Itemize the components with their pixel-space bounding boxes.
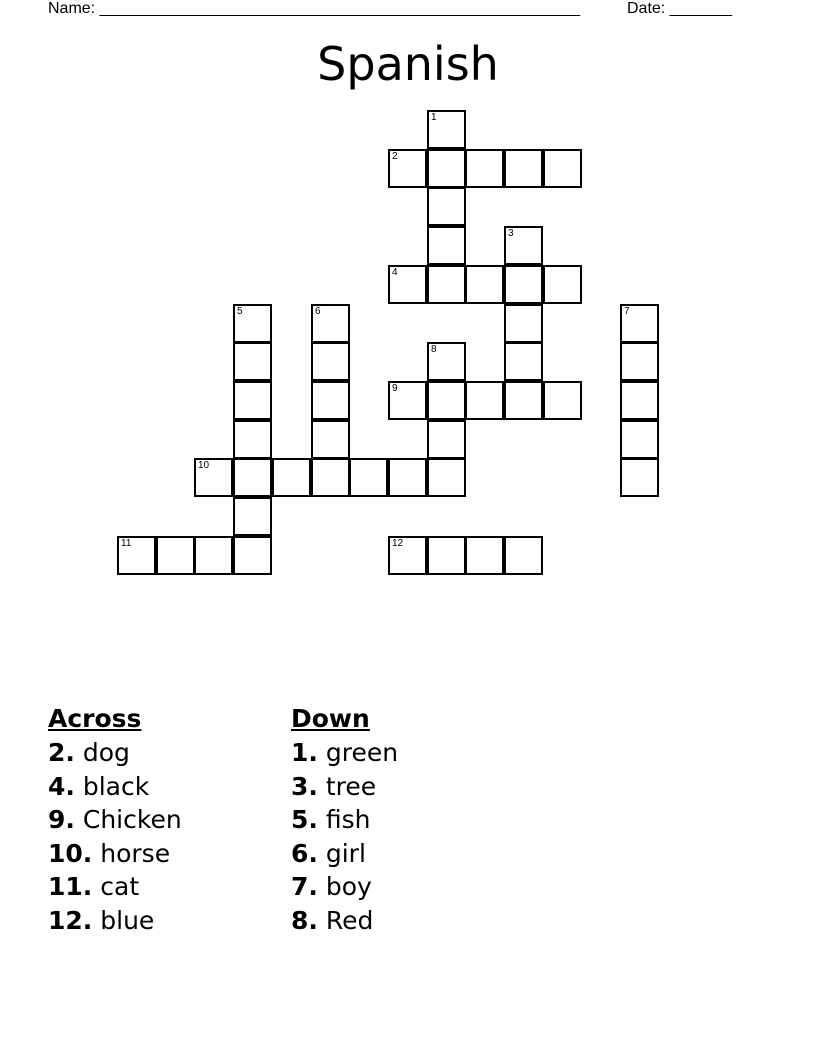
- clue-text: black: [82, 771, 150, 801]
- grid-cell[interactable]: [349, 458, 388, 497]
- clue-number-label: 9: [392, 383, 398, 394]
- clue-number: 6.: [291, 838, 318, 868]
- clue-text: fish: [325, 805, 371, 834]
- clue-number-label: 6: [315, 306, 321, 317]
- clue-number-label: 2: [392, 151, 398, 162]
- grid-cell[interactable]: [311, 381, 350, 420]
- grid-cell[interactable]: [233, 342, 272, 381]
- grid-cell[interactable]: [504, 381, 543, 420]
- name-field-label: Name: ______________________________________________________: [48, 0, 581, 17]
- grid-cell[interactable]: [427, 342, 466, 381]
- clue-text: horse: [100, 838, 171, 868]
- grid-cell[interactable]: [620, 342, 659, 381]
- clue-number: 11.: [48, 872, 93, 901]
- clue-text: cat: [100, 872, 140, 901]
- grid-cell[interactable]: [388, 265, 427, 304]
- grid-cell[interactable]: [504, 304, 543, 343]
- grid-cell[interactable]: [311, 458, 350, 497]
- grid-cell[interactable]: [427, 226, 466, 265]
- grid-cell[interactable]: [465, 265, 504, 304]
- clue-text: blue: [100, 905, 155, 935]
- grid-cell[interactable]: [194, 458, 233, 497]
- grid-cell[interactable]: [465, 149, 504, 188]
- clue-text: green: [325, 738, 399, 767]
- clue-number: 2.: [48, 738, 75, 767]
- clue-number-label: 4: [392, 267, 398, 278]
- page-title: Spanish: [317, 37, 499, 91]
- grid-cell[interactable]: [543, 265, 582, 304]
- grid-cell[interactable]: [504, 265, 543, 304]
- clue-number-label: 7: [624, 306, 630, 317]
- clue-text: dog: [82, 738, 130, 767]
- grid-cell[interactable]: [543, 381, 582, 420]
- clue-item: [48, 803, 182, 837]
- grid-cell[interactable]: [427, 381, 466, 420]
- clue-text: girl: [325, 838, 366, 868]
- clue-number: 5.: [291, 805, 318, 834]
- grid-cell[interactable]: [156, 536, 195, 575]
- grid-cell[interactable]: [465, 536, 504, 575]
- grid-cell[interactable]: [427, 458, 466, 497]
- clue-item: [291, 837, 398, 871]
- down-clues: [291, 703, 398, 937]
- grid-cell[interactable]: [311, 304, 350, 343]
- clue-number: 9.: [48, 805, 75, 834]
- grid-cell[interactable]: [272, 458, 311, 497]
- clue-item: [48, 904, 182, 938]
- grid-cell[interactable]: [233, 304, 272, 343]
- clue-number-label: 12: [392, 538, 404, 549]
- grid-cell[interactable]: [620, 420, 659, 459]
- grid-cell[interactable]: [620, 304, 659, 343]
- clue-item: [291, 770, 398, 804]
- clue-item: [48, 770, 182, 804]
- clue-number: 8.: [291, 905, 318, 935]
- grid-cell[interactable]: [233, 536, 272, 575]
- grid-cell[interactable]: [504, 149, 543, 188]
- across-clues: [48, 703, 182, 937]
- grid-cell[interactable]: [427, 420, 466, 459]
- grid-cell[interactable]: [504, 536, 543, 575]
- clue-number: 1.: [291, 738, 318, 767]
- grid-cell[interactable]: [194, 536, 233, 575]
- clue-text: tree: [325, 771, 377, 801]
- grid-cell[interactable]: [427, 110, 466, 149]
- clue-item: [291, 736, 398, 770]
- grid-cell[interactable]: [427, 536, 466, 575]
- clue-number-label: 8: [431, 344, 437, 355]
- clue-item: [291, 803, 398, 837]
- clue-item: [48, 736, 182, 770]
- clue-number: 3.: [291, 771, 318, 801]
- grid-cell[interactable]: [311, 420, 350, 459]
- down-heading: Down: [291, 704, 370, 733]
- clue-text: boy: [325, 872, 372, 901]
- clue-number: 4.: [48, 771, 75, 801]
- grid-cell[interactable]: [311, 342, 350, 381]
- clue-item: [48, 870, 182, 904]
- grid-cell[interactable]: [620, 458, 659, 497]
- clue-text: Red: [325, 905, 374, 935]
- grid-cell[interactable]: [388, 381, 427, 420]
- clue-item: [48, 837, 182, 871]
- clue-number-label: 3: [508, 228, 514, 239]
- grid-cell[interactable]: [233, 497, 272, 536]
- grid-cell[interactable]: [233, 458, 272, 497]
- clue-number: 12.: [48, 905, 93, 935]
- grid-cell[interactable]: [388, 536, 427, 575]
- grid-cell[interactable]: [117, 536, 156, 575]
- grid-cell[interactable]: [388, 149, 427, 188]
- clue-number: 7.: [291, 872, 318, 901]
- grid-cell[interactable]: [427, 149, 466, 188]
- grid-cell[interactable]: [388, 458, 427, 497]
- grid-cell[interactable]: [543, 149, 582, 188]
- grid-cell[interactable]: [427, 187, 466, 226]
- grid-cell[interactable]: [504, 226, 543, 265]
- clue-number-label: 10: [198, 460, 210, 471]
- clue-number-label: 5: [237, 306, 243, 317]
- date-field-label: Date: _______: [627, 0, 732, 17]
- grid-cell[interactable]: [504, 342, 543, 381]
- clue-item: [291, 904, 398, 938]
- clue-number-label: 11: [121, 538, 132, 549]
- clue-number: 10.: [48, 838, 93, 868]
- clue-text: Chicken: [82, 805, 182, 834]
- grid-cell[interactable]: [233, 381, 272, 420]
- grid-cell[interactable]: [427, 265, 466, 304]
- grid-cell[interactable]: [233, 420, 272, 459]
- clue-item: [291, 870, 398, 904]
- clue-number-label: 1: [431, 112, 437, 123]
- grid-cell[interactable]: [465, 381, 504, 420]
- across-heading: Across: [48, 704, 142, 733]
- grid-cell[interactable]: [620, 381, 659, 420]
